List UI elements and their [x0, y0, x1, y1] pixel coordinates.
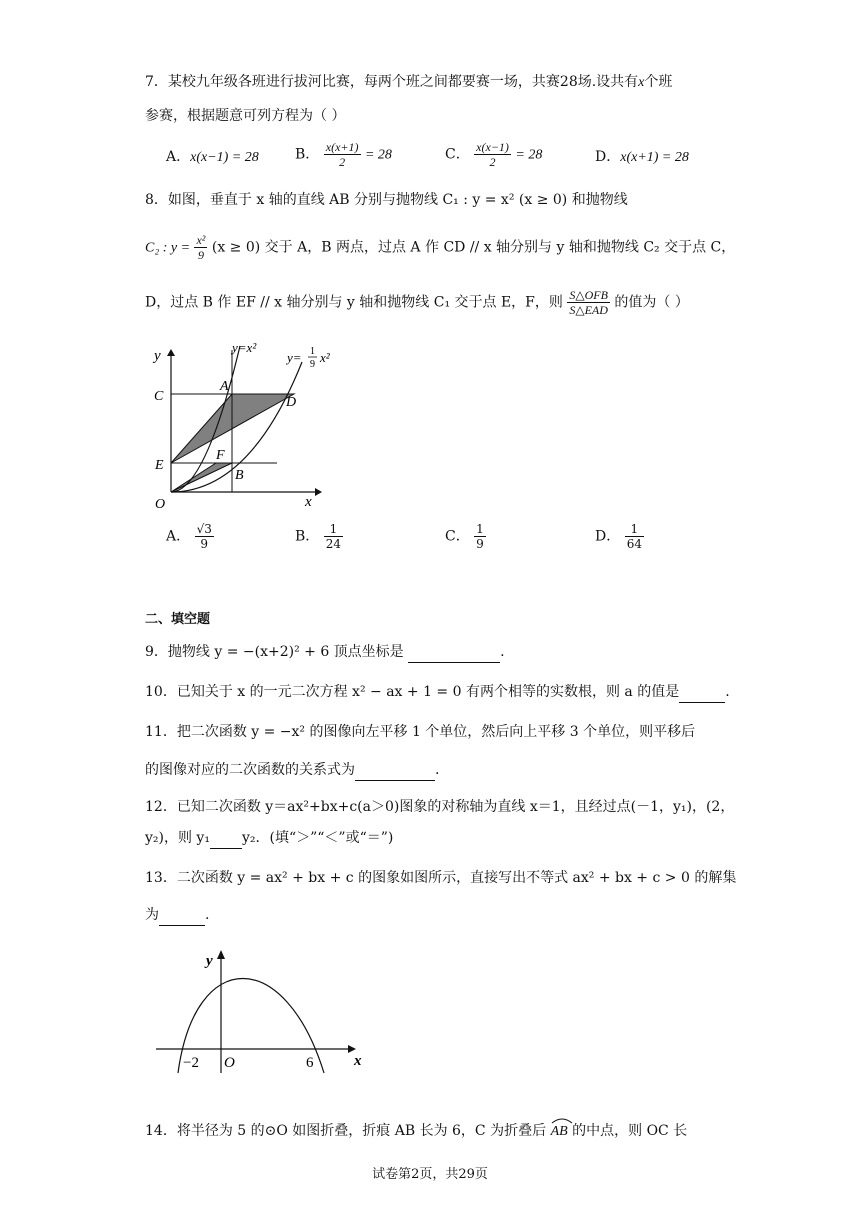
right-root-label: 6 — [306, 1055, 314, 1071]
q9-answer-blank[interactable] — [408, 642, 500, 663]
q7-line1: 7．某校九年级各班进行拔河比赛，每两个班之间都要赛一场，共赛28场.设共有x个班 — [145, 74, 673, 90]
q8-figure — [150, 340, 350, 520]
point-d: D — [286, 395, 297, 410]
q14: 14．将半径为 5 的⊙O 如图折叠，折痕 AB 长为 6，C 为折叠后 AB 的中点，则 OC 长 — [145, 1121, 687, 1142]
q8-option-c[interactable]: C． $\frac{1}{9}$ — [445, 522, 484, 551]
arc-ab: AB — [551, 1122, 568, 1142]
q11-line2: 的图像对应的二次函数的关系式为 . — [145, 760, 439, 781]
q7-option-a[interactable]: A．x(x−1) = 28 — [166, 149, 259, 165]
q11-line1: 11．把二次函数 y = −x² 的图像向左平移 1 个单位，然后向上平移 3 个单位，则平移后 — [145, 724, 696, 740]
left-root-label: −2 — [183, 1055, 199, 1071]
curve2-label-den: 9 — [310, 359, 315, 370]
q13-line1: 13．二次函数 y = ax² + bx + c 的图象如图所示，直接写出不等式 ax² + bx + c > 0 的解集 — [145, 870, 737, 886]
origin-label: O — [224, 1055, 235, 1071]
q10: 10．已知关于 x 的一元二次方程 x² − ax + 1 = 0 有两个相等的实数根，则 a 的值是 . — [145, 682, 730, 703]
axis-x-label: x — [354, 1053, 362, 1069]
point-c: C — [154, 389, 164, 404]
q13-line2: 为 . — [145, 905, 209, 926]
parabola — [178, 979, 324, 1074]
page-footer: 试卷第2页，共29页 — [372, 1167, 488, 1182]
q11-answer-blank[interactable] — [355, 760, 435, 781]
section-title: 二、填空题 — [145, 612, 211, 627]
axis-y-label: y — [154, 348, 161, 364]
q13-answer-blank[interactable] — [159, 905, 205, 926]
point-b: B — [235, 468, 244, 483]
q8-option-a[interactable]: A． $\frac{√3}{9}$ — [166, 522, 212, 551]
q7-option-b[interactable]: B． $\frac{x(x+1)}{2}$ = 28 — [295, 140, 392, 169]
q7-option-c[interactable]: C． $\frac{x(x-1)}{2}$ = 28 — [445, 140, 543, 169]
curve1-label: y=x² — [232, 340, 257, 355]
q8-option-d[interactable]: D． $\frac{1}{64}$ — [595, 522, 642, 551]
point-e: E — [155, 458, 164, 473]
curve2-label-num: 1 — [310, 346, 315, 357]
curve2-label-pre: y= — [287, 350, 302, 365]
q7-option-d[interactable]: D．x(x+1) = 28 — [595, 149, 689, 165]
q10-answer-blank[interactable] — [679, 682, 725, 703]
point-o: O — [155, 497, 166, 512]
point-a: A — [220, 379, 229, 394]
q7-line2: 参赛，根据题意可列方程为（ ） — [145, 108, 346, 124]
q8-line3: D，过点 B 作 EF // x 轴分别与 y 轴和抛物线 C₁ 交于点 E，F，则 $\frac{\text{S△OFB}}{\text{S△EAD}}$ 的值为（ ） — [145, 288, 689, 317]
q8-option-b[interactable]: B． $\frac{1}{24}$ — [295, 522, 342, 551]
triangle-ofb — [171, 463, 232, 492]
q12-line2: y₂)，则 y₁ y₂．(填“＞”“＜”或“＝”) — [145, 828, 393, 849]
axis-y-label: y — [206, 953, 213, 969]
axis-x-label: x — [305, 494, 312, 510]
curve2-label-post: x² — [320, 350, 330, 365]
point-f: F — [216, 448, 225, 463]
q12-answer-blank[interactable] — [210, 828, 242, 849]
q13-figure — [150, 945, 380, 1085]
q12-line1: 12．已知二次函数 y＝ax²+bx+c(a＞0)图象的对称轴为直线 x＝1，且经过点(－1，y₁)，(2， — [145, 799, 735, 815]
q9: 9．抛物线 y = −(x+2)² + 6 顶点坐标是 . — [145, 642, 505, 663]
q8-line2: C₂ : y = $\frac{\text{x²}}{9}$ (x ≥ 0) 交于 A，B 两点，过点 A 作 CD // x 轴分别与 y 轴和抛物线 C₂ 交于点 C， — [145, 233, 736, 262]
q8-line1: 8．如图，垂直于 x 轴的直线 AB 分别与抛物线 C₁ : y = x² (x ≥ 0) 和抛物线 — [145, 192, 628, 208]
